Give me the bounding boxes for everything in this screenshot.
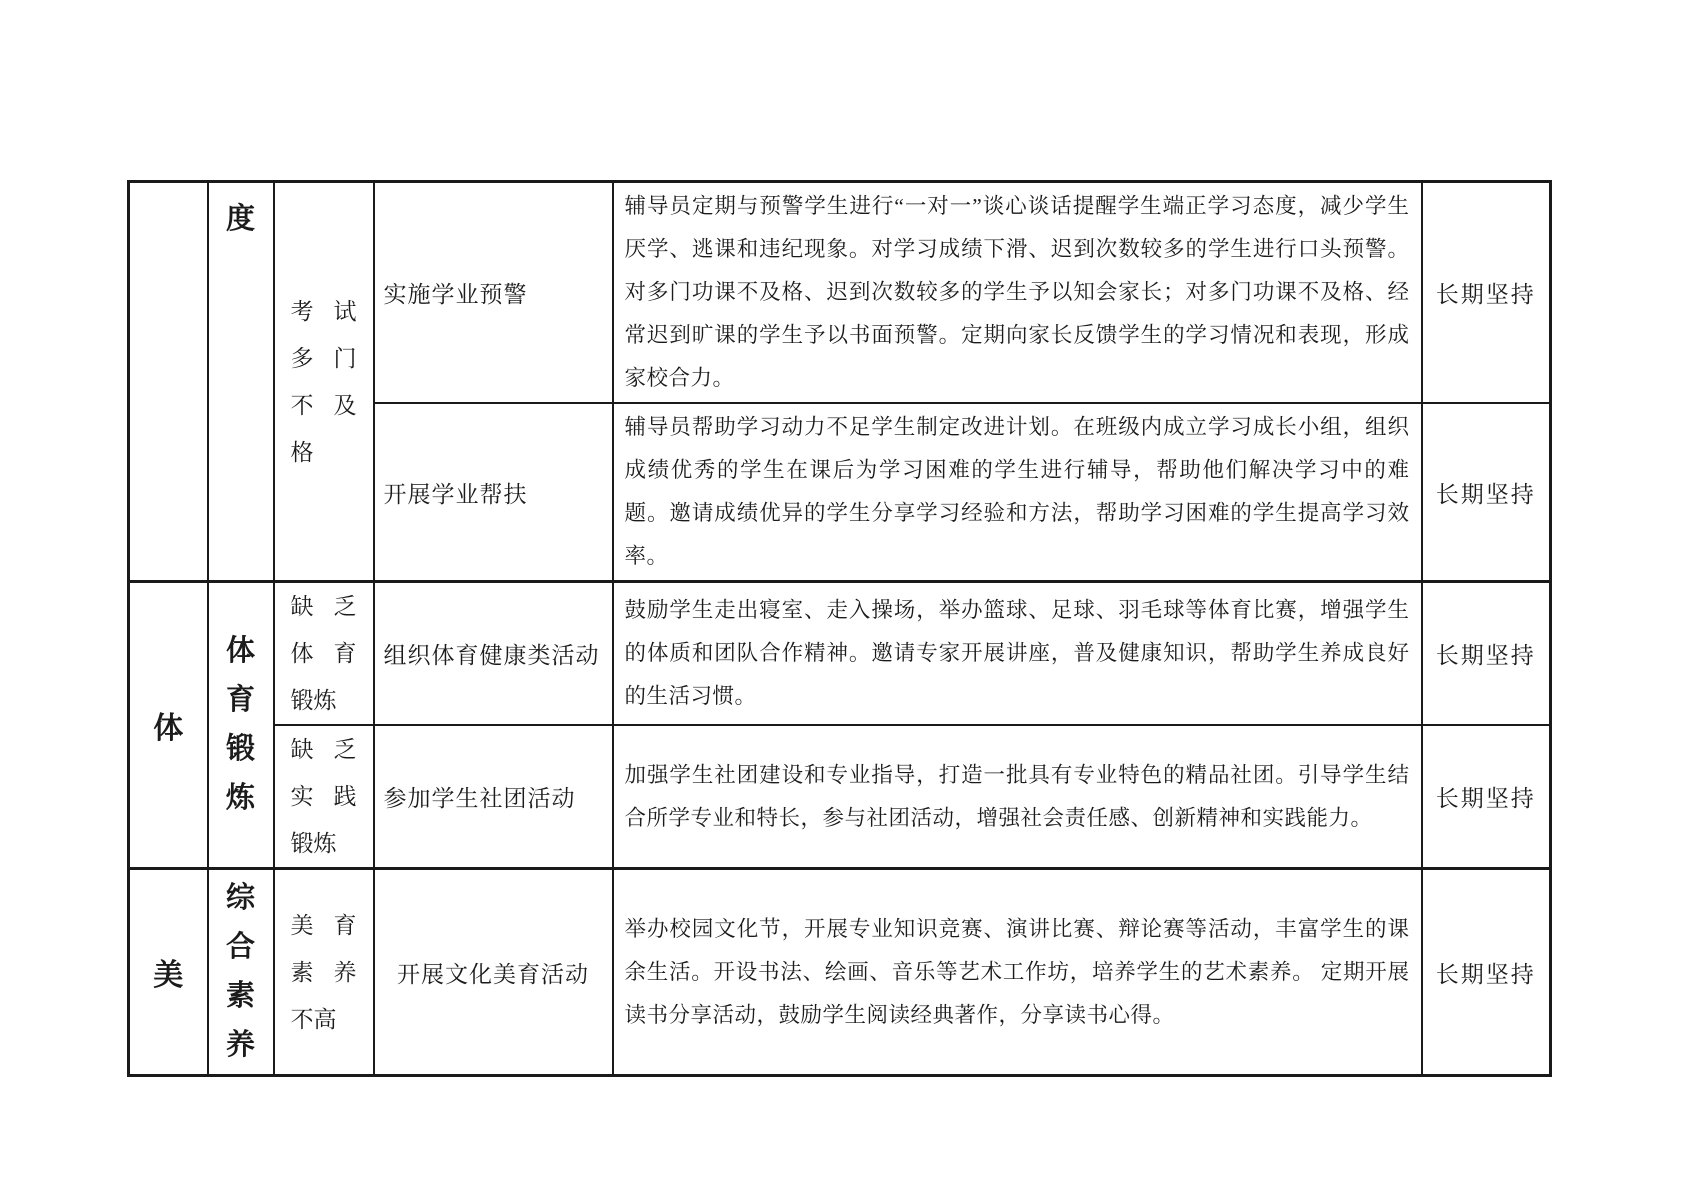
problem-word — [291, 902, 357, 1043]
problem-cell-1 — [274, 182, 374, 582]
problem-line — [291, 949, 357, 996]
category-sub-cell-2 — [208, 582, 274, 869]
description-cell-2 — [613, 403, 1422, 582]
problem-char: 锻 — [290, 831, 314, 856]
problem-line — [291, 382, 357, 429]
vertical-label-char: 锻 — [225, 733, 255, 765]
problem-line — [291, 583, 357, 630]
frequency-cell-5: 长期坚持 — [1422, 869, 1551, 1076]
problem-char: 不 — [290, 1006, 314, 1032]
description-cell-3 — [613, 582, 1422, 726]
frequency-cell-2: 长期坚持 — [1422, 403, 1551, 582]
problem-char: 美 — [290, 912, 314, 938]
vertical-label-char: 度 — [225, 203, 255, 235]
problem-char: 炼 — [313, 688, 337, 713]
problem-line — [291, 429, 357, 476]
problem-char: 体 — [290, 641, 314, 666]
problem-line — [291, 630, 357, 677]
vertical-label-char: 养 — [225, 1029, 255, 1061]
description-cell-1 — [613, 182, 1422, 404]
problem-char: 育 — [333, 641, 357, 666]
measure-cell-1: 实施学业预警 — [374, 182, 613, 404]
description-text: 鼓励学生走出寝室、走入操场，举办篮球、足球、羽毛球等体育比赛，增强学生的体质和团队合作精神。邀请专家开展讲座，普及健康知识，帮助学生养成良好的生活习惯。 — [624, 598, 1410, 708]
problem-cell-4 — [274, 869, 374, 1076]
problem-line — [291, 773, 357, 820]
problem-char: 多 — [290, 345, 314, 371]
vertical-label — [209, 627, 273, 823]
problem-word — [291, 583, 357, 724]
vertical-label-char: 体 — [225, 635, 255, 667]
vertical-label-char: 综 — [225, 882, 255, 914]
problem-char: 锻 — [290, 688, 314, 713]
problem-line — [291, 288, 357, 335]
problem-char: 门 — [333, 345, 357, 371]
problem-line — [291, 726, 357, 773]
problem-char: 乏 — [333, 737, 357, 762]
vertical-label-char: 炼 — [225, 782, 255, 814]
category-major-cell-3: 美 — [129, 869, 208, 1076]
problem-line — [291, 902, 357, 949]
problem-char: 素 — [290, 959, 314, 985]
problem-char: 践 — [333, 784, 357, 809]
issues-measures-table — [127, 180, 1552, 1077]
category-sub-cell-1 — [208, 182, 274, 582]
description-cell-4 — [613, 725, 1422, 869]
problem-line — [291, 820, 357, 867]
vertical-label-char: 素 — [225, 980, 255, 1012]
description-text: 辅导员帮助学习动力不足学生制定改进计划。在班级内成立学习成长小组，组织成绩优秀的学生在课后为学习困难的学生进行辅导，帮助他们解决学习中的难题。邀请成绩优异的学生分享学习经验和方法，帮助学习困难的学生提高学习效率。 — [624, 415, 1410, 568]
description-cell-5 — [613, 869, 1422, 1076]
problem-char: 养 — [333, 959, 357, 985]
vertical-label — [209, 195, 273, 244]
problem-char: 实 — [290, 784, 314, 809]
description-text: 加强学生社团建设和专业指导，打造一批具有专业特色的精品社团。引导学生结合所学专业和特长，参与社团活动，增强社会责任感、创新精神和实践能力。 — [624, 762, 1410, 830]
category-major-cell-1 — [129, 182, 208, 582]
problem-char: 不 — [290, 392, 314, 418]
frequency-cell-4: 长期坚持 — [1422, 725, 1551, 869]
problem-char: 格 — [290, 439, 314, 465]
measure-cell-3: 组织体育健康类活动 — [374, 582, 613, 726]
problem-word — [291, 288, 357, 476]
problem-cell-3 — [274, 725, 374, 869]
measure-cell-2: 开展学业帮扶 — [374, 403, 613, 582]
problem-char: 缺 — [290, 737, 314, 762]
problem-line — [291, 677, 357, 724]
category-sub-cell-3 — [208, 869, 274, 1076]
frequency-cell-3: 长期坚持 — [1422, 582, 1551, 726]
problem-char: 育 — [333, 912, 357, 938]
problem-line — [291, 996, 357, 1043]
measure-cell-5: 开展文化美育活动 — [374, 869, 613, 1076]
description-text: 辅导员定期与预警学生进行“一对一”谈心谈话提醒学生端正学习态度，减少学生厌学、逃课和违纪现象。对学习成绩下滑、迟到次数较多的学生进行口头预警。对多门功课不及格、迟到次数较多的学生予以知会家长；对多门功课不及格、经常迟到旷课的学生予以书面预警。定期向家长反馈学生的学习情况和表现，形成家校合力。 — [624, 194, 1410, 390]
problem-char: 考 — [290, 298, 314, 324]
description-text: 举办校园文化节，开展专业知识竞赛、演讲比赛、辩论赛等活动，丰富学生的课余生活。开设书法、绘画、音乐等艺术工作坊，培养学生的艺术素养。 定期开展读书分享活动，鼓励学生阅读经典著作，分享读书心得。 — [624, 916, 1410, 1027]
problem-char: 缺 — [290, 594, 314, 619]
problem-char: 试 — [333, 298, 357, 324]
category-major-cell-2: 体 — [129, 582, 208, 869]
problem-char: 高 — [313, 1006, 337, 1032]
problem-line — [291, 335, 357, 382]
problem-char: 炼 — [313, 831, 337, 856]
vertical-label-char: 育 — [225, 684, 255, 716]
problem-cell-2 — [274, 582, 374, 726]
problem-char: 及 — [333, 392, 357, 418]
vertical-label-char: 合 — [225, 931, 255, 963]
measure-cell-4: 参加学生社团活动 — [374, 725, 613, 869]
vertical-label — [209, 874, 273, 1070]
frequency-cell-1: 长期坚持 — [1422, 182, 1551, 404]
problem-char: 乏 — [333, 594, 357, 619]
problem-word — [291, 726, 357, 867]
